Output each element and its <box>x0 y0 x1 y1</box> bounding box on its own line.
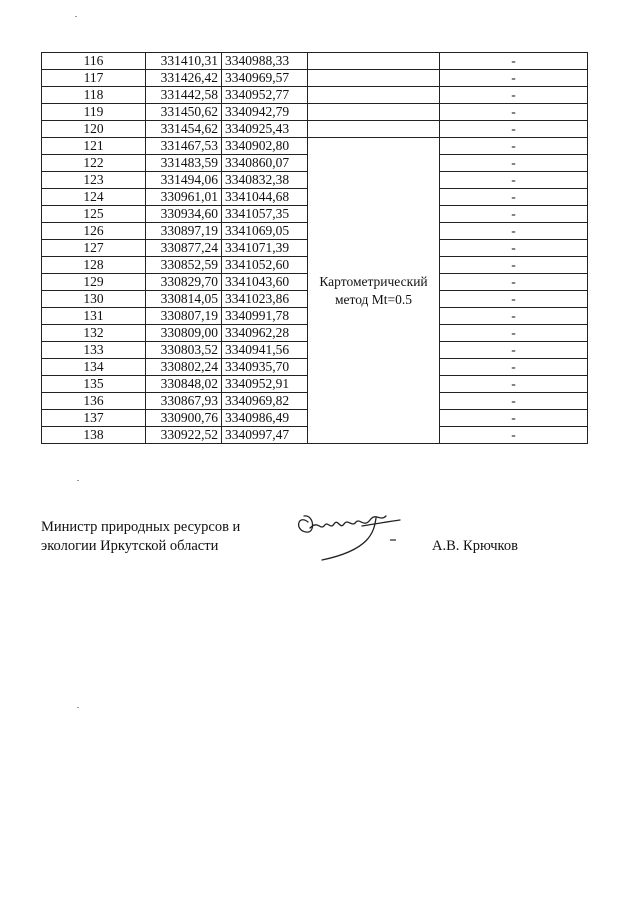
y-coordinate-cell: 3341069,05 <box>222 223 308 240</box>
point-number-cell: 122 <box>42 155 146 172</box>
point-number-cell: 129 <box>42 274 146 291</box>
x-coordinate-cell: 331467,53 <box>146 138 222 155</box>
x-coordinate-cell: 331442,58 <box>146 87 222 104</box>
scan-speck <box>75 16 77 17</box>
y-coordinate-cell: 3340860,07 <box>222 155 308 172</box>
point-number-cell: 127 <box>42 240 146 257</box>
minister-title-line-2: экологии Иркутской области <box>41 538 219 554</box>
handwritten-signature <box>290 500 410 570</box>
x-coordinate-cell: 330829,70 <box>146 274 222 291</box>
point-number-cell: 128 <box>42 257 146 274</box>
minister-title <box>41 518 240 556</box>
point-number-cell: 138 <box>42 427 146 444</box>
y-coordinate-cell: 3340942,79 <box>222 104 308 121</box>
x-coordinate-cell: 330922,52 <box>146 427 222 444</box>
x-coordinate-cell: 330809,00 <box>146 325 222 342</box>
x-coordinate-cell: 331426,42 <box>146 70 222 87</box>
value-cell: - <box>440 291 588 308</box>
y-coordinate-cell: 3340969,82 <box>222 393 308 410</box>
scan-speck <box>77 480 79 481</box>
value-cell: - <box>440 138 588 155</box>
table-row <box>42 70 588 87</box>
x-coordinate-cell: 330877,24 <box>146 240 222 257</box>
value-cell: - <box>440 155 588 172</box>
value-cell: - <box>440 223 588 240</box>
x-coordinate-cell: 330802,24 <box>146 359 222 376</box>
x-coordinate-cell: 330848,02 <box>146 376 222 393</box>
x-coordinate-cell: 331483,59 <box>146 155 222 172</box>
point-number-cell: 116 <box>42 53 146 70</box>
y-coordinate-cell: 3341044,68 <box>222 189 308 206</box>
value-cell: - <box>440 189 588 206</box>
table-row <box>42 138 588 155</box>
value-cell: - <box>440 359 588 376</box>
y-coordinate-cell: 3340832,38 <box>222 172 308 189</box>
point-number-cell: 137 <box>42 410 146 427</box>
point-number-cell: 124 <box>42 189 146 206</box>
y-coordinate-cell: 3340941,56 <box>222 342 308 359</box>
value-cell: - <box>440 87 588 104</box>
x-coordinate-cell: 331454,62 <box>146 121 222 138</box>
scan-speck <box>77 707 79 708</box>
value-cell: - <box>440 325 588 342</box>
y-coordinate-cell: 3341052,60 <box>222 257 308 274</box>
value-cell: - <box>440 376 588 393</box>
x-coordinate-cell: 330961,01 <box>146 189 222 206</box>
y-coordinate-cell: 3340962,28 <box>222 325 308 342</box>
coordinates-table <box>41 52 588 444</box>
y-coordinate-cell: 3340952,91 <box>222 376 308 393</box>
method-cell <box>308 138 440 444</box>
point-number-cell: 135 <box>42 376 146 393</box>
point-number-cell: 120 <box>42 121 146 138</box>
y-coordinate-cell: 3340935,70 <box>222 359 308 376</box>
minister-title-line-1: Министр природных ресурсов и <box>41 519 241 535</box>
point-number-cell: 125 <box>42 206 146 223</box>
value-cell: - <box>440 342 588 359</box>
point-number-cell: 121 <box>42 138 146 155</box>
x-coordinate-cell: 330814,05 <box>146 291 222 308</box>
point-number-cell: 132 <box>42 325 146 342</box>
value-cell: - <box>440 121 588 138</box>
method-label-line-1: Картометрический <box>319 273 428 289</box>
y-coordinate-cell: 3340902,80 <box>222 138 308 155</box>
y-coordinate-cell: 3341057,35 <box>222 206 308 223</box>
x-coordinate-cell: 330852,59 <box>146 257 222 274</box>
value-cell: - <box>440 104 588 121</box>
value-cell: - <box>440 206 588 223</box>
x-coordinate-cell: 331450,62 <box>146 104 222 121</box>
point-number-cell: 123 <box>42 172 146 189</box>
value-cell: - <box>440 53 588 70</box>
point-number-cell: 126 <box>42 223 146 240</box>
value-cell: - <box>440 393 588 410</box>
y-coordinate-cell: 3340997,47 <box>222 427 308 444</box>
point-number-cell: 117 <box>42 70 146 87</box>
table-row <box>42 53 588 70</box>
y-coordinate-cell: 3341023,86 <box>222 291 308 308</box>
y-coordinate-cell: 3340986,49 <box>222 410 308 427</box>
value-cell: - <box>440 410 588 427</box>
value-cell: - <box>440 240 588 257</box>
point-number-cell: 131 <box>42 308 146 325</box>
point-number-cell: 136 <box>42 393 146 410</box>
y-coordinate-cell: 3341043,60 <box>222 274 308 291</box>
minister-name: А.В. Крючков <box>432 538 518 554</box>
method-cell-empty <box>308 104 440 121</box>
x-coordinate-cell: 330934,60 <box>146 206 222 223</box>
x-coordinate-cell: 330900,76 <box>146 410 222 427</box>
y-coordinate-cell: 3340969,57 <box>222 70 308 87</box>
value-cell: - <box>440 70 588 87</box>
value-cell: - <box>440 172 588 189</box>
value-cell: - <box>440 427 588 444</box>
table-row <box>42 87 588 104</box>
point-number-cell: 130 <box>42 291 146 308</box>
method-cell-empty <box>308 53 440 70</box>
value-cell: - <box>440 257 588 274</box>
method-cell-empty <box>308 87 440 104</box>
point-number-cell: 118 <box>42 87 146 104</box>
point-number-cell: 134 <box>42 359 146 376</box>
y-coordinate-cell: 3341071,39 <box>222 240 308 257</box>
y-coordinate-cell: 3340952,77 <box>222 87 308 104</box>
y-coordinate-cell: 3340925,43 <box>222 121 308 138</box>
method-cell-empty <box>308 70 440 87</box>
y-coordinate-cell: 3340988,33 <box>222 53 308 70</box>
x-coordinate-cell: 330803,52 <box>146 342 222 359</box>
table-row <box>42 104 588 121</box>
x-coordinate-cell: 331410,31 <box>146 53 222 70</box>
point-number-cell: 119 <box>42 104 146 121</box>
x-coordinate-cell: 330897,19 <box>146 223 222 240</box>
value-cell: - <box>440 308 588 325</box>
y-coordinate-cell: 3340991,78 <box>222 308 308 325</box>
value-cell: - <box>440 274 588 291</box>
x-coordinate-cell: 330867,93 <box>146 393 222 410</box>
x-coordinate-cell: 330807,19 <box>146 308 222 325</box>
x-coordinate-cell: 331494,06 <box>146 172 222 189</box>
method-label-line-2: метод Mt=0.5 <box>334 291 413 307</box>
point-number-cell: 133 <box>42 342 146 359</box>
table-row <box>42 121 588 138</box>
method-cell-empty <box>308 121 440 138</box>
coordinates-table-body <box>42 53 588 444</box>
